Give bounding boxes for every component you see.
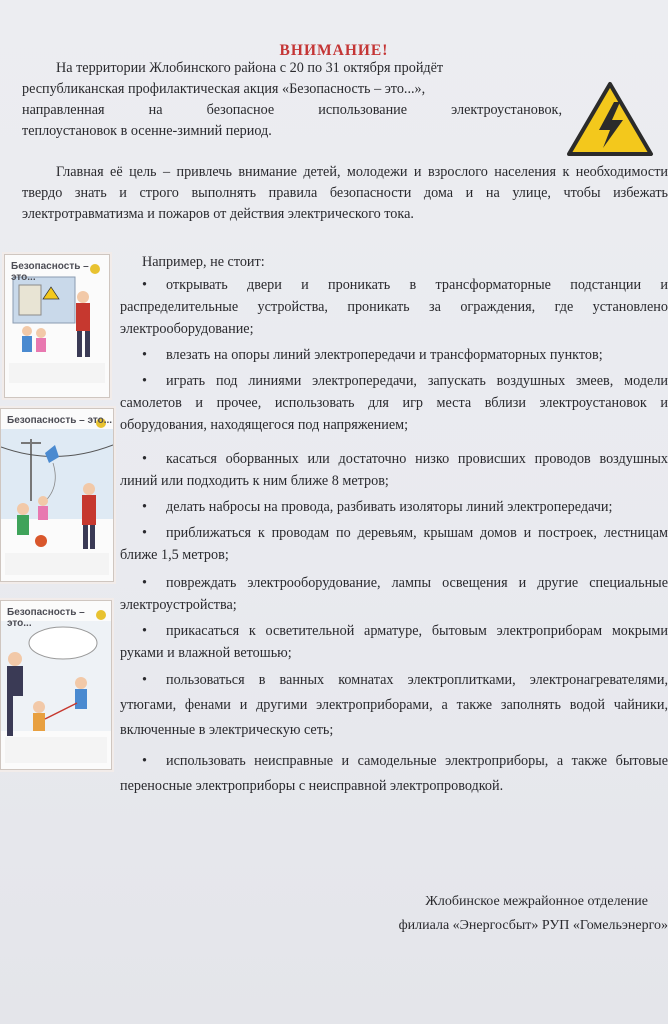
list-item	[120, 496, 668, 518]
poster-title: Безопасность – это...	[11, 261, 89, 283]
list-item	[120, 668, 668, 743]
bullet: •	[142, 753, 147, 769]
poster-title: Безопасность – это...	[7, 415, 113, 426]
poster-title: Безопасность – это...	[7, 607, 85, 629]
list-item-text: влезать на опоры линий электропередачи и трансформаторных пунктов;	[166, 347, 603, 363]
bullet: •	[142, 373, 147, 389]
list-item	[120, 749, 668, 799]
signature	[368, 890, 668, 938]
intro-paragraph-2	[22, 162, 668, 225]
bullet: •	[142, 575, 147, 591]
intro-line: направленная на безопасное использование электроустановок,	[22, 102, 562, 118]
list-item	[120, 344, 668, 366]
intro-line: республиканская профилактическая акция «Безопасность – это...»,	[22, 81, 426, 97]
list-item	[120, 274, 668, 340]
list-item-text: повреждать электрооборудование, лампы освещения и другие специальные электроустройства;	[120, 575, 668, 613]
list-item-text: открывать двери и проникать в трансформаторные подстанции и распределительные устройства, проникать за ограждения, где установлено электрооборудование;	[120, 277, 668, 337]
list-item	[120, 572, 668, 616]
list-lead: Например, не стоит:	[142, 254, 265, 270]
bullet: •	[142, 623, 147, 639]
list-item-text: играть под линиями электропередачи, запускать воздушных змеев, модели самолетов и прочее, использовать для игр места вблизи электроустановок и оборудования, находящегося под напряжением;	[120, 373, 668, 433]
list-item	[120, 448, 668, 492]
intro-paragraph-1	[22, 58, 562, 142]
signature-line: Жлобинское межрайонное отделение	[425, 894, 648, 909]
intro-line: На территории Жлобинского района с 20 по 31 октября пройдёт	[56, 60, 444, 76]
bullet: •	[142, 451, 147, 467]
safety-poster-2	[0, 408, 114, 582]
list-item-text: приближаться к проводам по деревьям, крышам домов и построек, лестницам ближе 1,5 метров;	[120, 525, 668, 563]
bullet: •	[142, 672, 147, 688]
bullet: •	[142, 525, 147, 541]
list-item	[120, 370, 668, 436]
list-item-text: использовать неисправные и самодельные электроприборы, а также бытовые переносные электроприборы с неисправной электропроводкой.	[120, 753, 668, 794]
list-item-text: прикасаться к осветительной арматуре, бытовым электроприборам мокрыми руками и влажной ветошью;	[120, 623, 668, 661]
list-item-text: касаться оборванных или достаточно низко провисших проводов воздушных линий или подходить к ним ближе 8 метров;	[120, 451, 668, 489]
safety-poster-1	[4, 254, 110, 398]
list-item-text: пользоваться в ванных комнатах электроплитками, электронагревателями, утюгами, фенами и другими электроприборами, а также заполнять водой чайники, включенные в электрическую сеть;	[120, 672, 668, 738]
intro-line: теплоустановок в осенне-зимний период.	[22, 123, 272, 139]
bullet: •	[142, 499, 147, 515]
prohibitions-list	[120, 274, 668, 805]
poster-illustration	[1, 409, 113, 581]
page-title: ВНИМАНИЕ!	[279, 42, 389, 59]
high-voltage-warning-icon	[565, 80, 655, 160]
list-item-text: делать набросы на провода, разбивать изоляторы линий электропередачи;	[166, 499, 613, 515]
intro-paragraph-2-text: Главная её цель – привлечь внимание детей, молодежи и взрослого населения к необходимости твердо знать и строго выполнять правила безопасности дома и на улице, чтобы избежать электротравматизма и пожаров от действия электрического тока.	[22, 164, 668, 222]
safety-poster-3	[0, 600, 112, 770]
list-item	[120, 620, 668, 664]
signature-line: филиала «Энергосбыт» РУП «Гомельэнерго»	[398, 918, 668, 933]
list-item	[120, 522, 668, 566]
bullet: •	[142, 347, 147, 363]
bullet: •	[142, 277, 147, 293]
